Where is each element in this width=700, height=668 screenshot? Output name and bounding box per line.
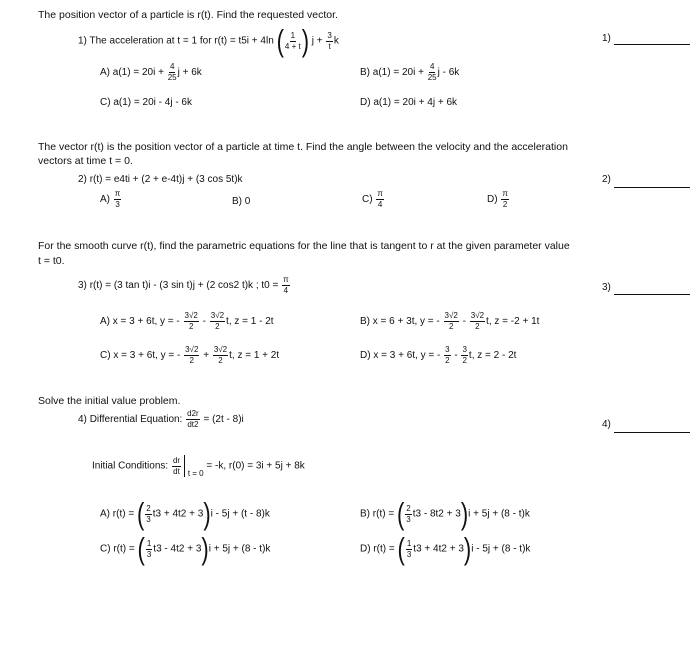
section2-header-line2: vectors at time t = 0. bbox=[38, 155, 133, 167]
section2-header-line1: The vector r(t) is the position vector of a particle at time t. Find the angle between the velocity and the acceleration bbox=[38, 141, 568, 153]
section4-header: Solve the initial value problem. bbox=[38, 395, 181, 407]
initial-conditions: Initial Conditions: $\frac{dr}{dt}$ $_{t = 0}$ = -k, r(0) = 3i + 5j + 8k bbox=[92, 455, 305, 478]
q1-text: The acceleration at t = 1 for r(t) = t5i + 4ln bbox=[89, 35, 274, 47]
section1-header: The position vector of a particle is r(t). Find the requested vector. bbox=[38, 9, 338, 21]
choice-4b[interactable]: B) r(t) = ( $\frac{2}{3}$ t3 - 8t2 + 3)i + 5j + (8 - t)k bbox=[360, 495, 530, 531]
answer-blank-3[interactable] bbox=[614, 294, 690, 295]
answer-blank-1[interactable] bbox=[614, 44, 690, 45]
choice-4d[interactable]: D) r(t) = ( $\frac{1}{3}$ t3 + 4t2 + 3)i - 5j + (8 - t)k bbox=[360, 530, 531, 566]
answer-label-4: 4) bbox=[602, 419, 611, 430]
answer-label-2: 2) bbox=[602, 174, 611, 185]
choice-2a[interactable]: A) $\frac{\pi}{3}$ bbox=[100, 189, 121, 209]
choice-3a[interactable]: A) x = 3 + 6t, y = - $\frac{3√2}{2}$ - $\frac{3√2}{2}$ t, z = 1 - 2t bbox=[100, 311, 274, 331]
section3-header-line2: t = t0. bbox=[38, 255, 65, 267]
question-4: 4) Differential Equation: $\frac{d2r}{dt2}$ = (2t - 8)i bbox=[78, 409, 244, 429]
section3-header-line1: For the smooth curve r(t), find the parametric equations for the line that is tangent to r at the given parameter value bbox=[38, 240, 570, 252]
choice-1b[interactable]: B) a(1) = 20i + $\frac{4}{25}$ j - 6k bbox=[360, 62, 460, 82]
q1-fraction-2: $\frac{3}{t}$ bbox=[327, 30, 332, 51]
q1-number: 1) bbox=[78, 35, 87, 47]
choice-1d[interactable]: D) a(1) = 20i + 4j + 6k bbox=[360, 97, 458, 108]
choice-4c[interactable]: C) r(t) = ( $\frac{1}{3}$ t3 - 4t2 + 3)i + 5j + (8 - t)k bbox=[100, 530, 271, 566]
choice-3d[interactable]: D) x = 3 + 6t, y = - $\frac{3}{2}$ - $\frac{3}{2}$ t, z = 2 - 2t bbox=[360, 345, 517, 365]
question-1: 1) The acceleration at t = 1 for r(t) = t5i + 4ln ( $\frac{1}{4 + t}$ ) j + $\frac{3}{t}$ k bbox=[78, 22, 339, 58]
question-2: 2) r(t) = e4ti + (2 + e-4t)j + (3 cos 5t)k bbox=[78, 174, 243, 185]
choice-2c[interactable]: C) $\frac{\pi}{4}$ bbox=[362, 189, 383, 209]
choice-4a[interactable]: A) r(t) = ( $\frac{2}{3}$ t3 + 4t2 + 3)i - 5j + (t - 8)k bbox=[100, 495, 270, 531]
choice-3c[interactable]: C) x = 3 + 6t, y = - $\frac{3√2}{2}$ + $\frac{3√2}{2}$ t, z = 1 + 2t bbox=[100, 345, 280, 365]
choice-2d[interactable]: D) $\frac{\pi}{2}$ bbox=[487, 189, 508, 209]
answer-label-3: 3) bbox=[602, 282, 611, 293]
choice-3b[interactable]: B) x = 6 + 3t, y = - $\frac{3√2}{2}$ - $\frac{3√2}{2}$ t, z = -2 + 1t bbox=[360, 311, 540, 331]
answer-blank-2[interactable] bbox=[614, 187, 690, 188]
question-3: 3) r(t) = (3 tan t)i - (3 sin t)j + (2 cos2 t)k ; t0 = $\frac{\pi}{4}$ bbox=[78, 275, 289, 295]
answer-label-1: 1) bbox=[602, 33, 611, 44]
choice-2b[interactable]: B) 0 bbox=[232, 196, 251, 207]
answer-blank-4[interactable] bbox=[614, 432, 690, 433]
q1-fraction: $\frac{1}{4 + t}$ bbox=[284, 30, 301, 51]
choice-1c[interactable]: C) a(1) = 20i - 4j - 6k bbox=[100, 97, 192, 108]
choice-1a[interactable]: A) a(1) = 20i + $\frac{4}{25}$ j + 6k bbox=[100, 62, 202, 82]
